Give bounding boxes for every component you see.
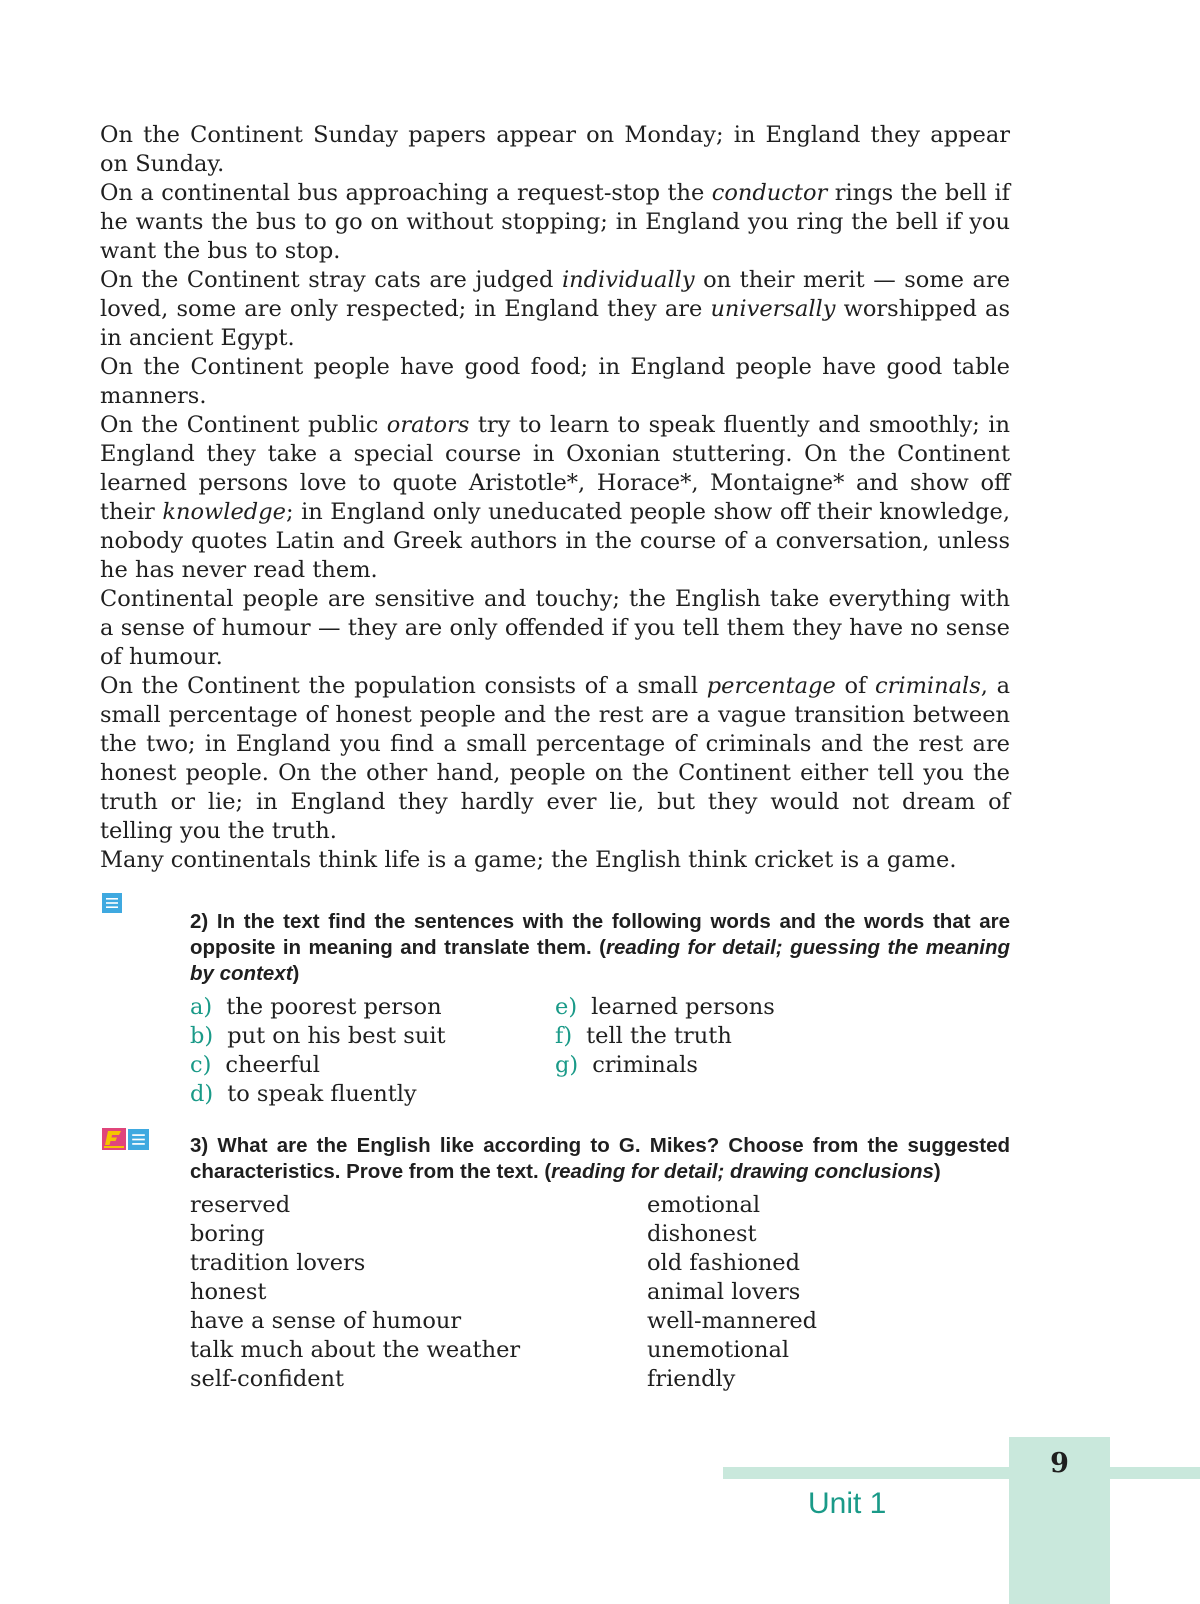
italic-term: reading for detail; guessing the meaning by context (190, 936, 1010, 985)
text-run: ) (292, 962, 300, 985)
italic-term: percentage (706, 673, 836, 699)
text-run: , a small percentage of honest people and the rest are a vague transition between the two; in England you find a small percentage of criminals and the rest are honest people. On the other hand, people on the Continent either tell you the truth or lie; in England they hardly ever lie, but they would not dream of telling you the truth. (100, 673, 1010, 844)
option-item: f) tell the truth (555, 1023, 732, 1049)
characteristic-item: have a sense of humour (190, 1308, 462, 1334)
text-run: ; in England only uneducated people show off their knowledge, nobody quotes Latin and Greek authors in the course of a conversation, unless he has never read them. (100, 499, 1010, 583)
speaking-icon (102, 1128, 126, 1154)
option-item: b) put on his best suit (190, 1023, 446, 1049)
italic-term: conductor (711, 180, 828, 206)
option-item: g) criminals (555, 1052, 698, 1078)
text-run: On the Continent people have good food; in England people have good table manners. (100, 354, 1010, 409)
option-item: c) cheerful (190, 1052, 320, 1078)
text-run: 3) What are the English like according to G. Mikes? Choose from the suggested characteristics. Prove from the text. ( (190, 1134, 1010, 1183)
reading-list-icon (128, 1129, 149, 1154)
characteristic-item: emotional (647, 1192, 761, 1218)
options-column-left (190, 993, 555, 1109)
page-number: 9 (1050, 1448, 1069, 1479)
characteristic-item: old fashioned (647, 1250, 801, 1276)
characteristic-item: reserved (190, 1192, 291, 1218)
text-run: try to learn to speak fluently and smoothly; in England they take a special course in Oxonian stuttering. On the Continent learned persons love to quote Aristotle*, Horace*, Montaigne* and show off their (100, 412, 1010, 525)
body-paragraph (100, 121, 1010, 179)
characteristic-item: boring (190, 1221, 265, 1247)
body-paragraph (100, 266, 1010, 353)
text-run: On the Continent the population consists of a small (100, 673, 707, 699)
option-item: a) the poorest person (190, 994, 442, 1020)
task-2-heading (190, 909, 1010, 987)
italic-term: criminals (875, 673, 981, 699)
option-item: e) learned persons (555, 994, 775, 1020)
text-run: Many continentals think life is a game; the English think cricket is a game. (100, 847, 957, 873)
characteristics-list (190, 1191, 1010, 1394)
italic-term: orators (386, 412, 470, 438)
task-2-options (190, 993, 1010, 1109)
text-run: rings the bell if he wants the bus to go on without stopping; in England you ring the bell if you want the bus to stop. (100, 180, 1010, 264)
options-column-right (555, 993, 885, 1109)
option-item: d) to speak fluently (190, 1081, 417, 1107)
footer-bar (723, 1467, 1200, 1479)
body-paragraph (100, 585, 1010, 672)
italic-term: knowledge (162, 499, 286, 525)
characteristic-item: friendly (647, 1366, 736, 1392)
text-run: worshipped as in ancient Egypt. (100, 296, 1010, 351)
text-run: Continental people are sensitive and touchy; the English take everything with a sense of humour — they are only offended if you tell them they have no sense of humour. (100, 586, 1010, 670)
characteristic-item: tradition lovers (190, 1250, 366, 1276)
characteristic-item: animal lovers (647, 1279, 801, 1305)
characteristics-column-right (647, 1191, 947, 1394)
characteristic-item: self-confident (190, 1366, 345, 1392)
characteristic-item: unemotional (647, 1337, 790, 1363)
task-3-heading (190, 1133, 1010, 1185)
text-run: On a continental bus approaching a request-stop the (100, 180, 712, 206)
characteristic-item: well-mannered (647, 1308, 818, 1334)
reading-list-icon (102, 893, 122, 917)
italic-term: reading for detail; drawing conclusions (551, 1160, 934, 1183)
body-paragraph (100, 179, 1010, 266)
characteristics-column-left (190, 1191, 647, 1394)
characteristic-item: honest (190, 1279, 267, 1305)
italic-term: individually (561, 267, 695, 293)
text-run: of (835, 673, 876, 699)
body-paragraph (100, 353, 1010, 411)
body-paragraph (100, 672, 1010, 846)
text-run: On the Continent stray cats are judged (100, 267, 562, 293)
characteristic-item: talk much about the weather (190, 1337, 521, 1363)
main-text (100, 121, 1010, 875)
italic-term: universally (710, 296, 836, 322)
text-run: On the Continent Sunday papers appear on Monday; in England they appear on Sunday. (100, 122, 1010, 177)
text-run: ) (933, 1160, 941, 1183)
task-3 (190, 1133, 1010, 1394)
characteristic-item: dishonest (647, 1221, 757, 1247)
body-paragraph (100, 846, 1010, 875)
unit-label: Unit 1 (808, 1487, 887, 1520)
text-run: On the Continent public (100, 412, 387, 438)
text-run: on their merit — some are loved, some are only respected; in England they are (100, 267, 1011, 322)
task-2 (190, 909, 1010, 1109)
body-paragraph (100, 411, 1010, 585)
text-run: 2) In the text find the sentences with the following words and the words that are opposite in meaning and translate them. ( (190, 910, 1010, 959)
